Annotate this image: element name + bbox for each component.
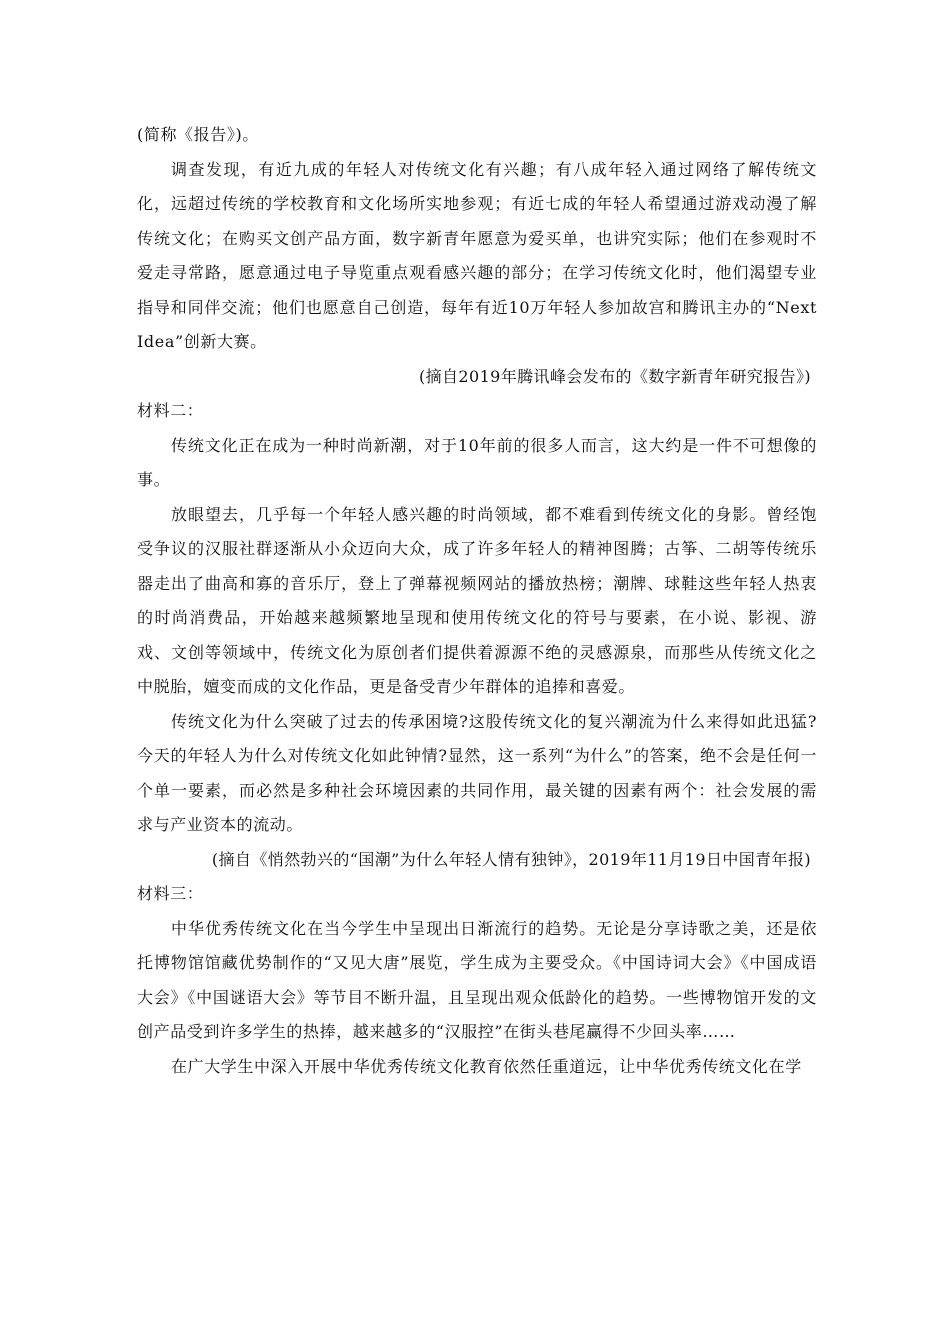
- intro-fragment: (简称《报告》)。: [137, 125, 259, 144]
- trend-paragraph: 传统文化正在成为一种时尚新潮，对于10年前的很多人而言，这大约是一件不可想像的事。: [137, 435, 817, 489]
- material-two-heading: 材料二：: [137, 401, 204, 420]
- material-three-heading: 材料三：: [137, 884, 204, 903]
- survey-paragraph: 调查发现，有近九成的年轻人对传统文化有兴趣；有八成年轻入通过网络了解传统文化，远超过传统的学校教育和文化场所实地参观；有近七成的年轻人希望通过游戏动漫了解传统文化；在购买文创产品方面，数字新青年愿意为爱买单，也讲究实际；他们在参观时不爱走寻常路，愿意通过电子导览重点观看感兴趣的部分；在学习传统文化时，他们渴望专业指导和同伴交流；他们也愿意自己创造，每年有近10万年轻人参加故宫和腾讯主办的“Next Idea”创新大赛。: [137, 159, 817, 351]
- document-body: [137, 118, 817, 1084]
- reasons-paragraph: 传统文化为什么突破了过去的传承困境?这股传统文化的复兴潮流为什么来得如此迅猛?今天的年轻人为什么对传统文化如此钟情?显然，这一系列“为什么”的答案，绝不会是任何一个单一要素，而必然是多种社会环境因素的共同作用，最关键的因素有两个：社会发展的需求与产业资本的流动。: [137, 711, 817, 834]
- fashion-paragraph: 放眼望去，几乎每一个年轻人感兴趣的时尚领域，都不难看到传统文化的身影。曾经饱受争议的汉服社群逐渐从小众迈向大众，成了许多年轻人的精神图腾；古筝、二胡等传统乐器走出了曲高和寡的音乐厅，登上了弹幕视频网站的播放热榜；潮牌、球鞋这些年轻人热衷的时尚消费品，开始越来越频繁地呈现和使用传统文化的符号与要素，在小说、影视、游戏、文创等领域中，传统文化为原创者们提供着源源不绝的灵感源泉，而那些从传统文化之中脱胎，嬗变而成的文化作品，更是备受青少年群体的追捧和喜爱。: [137, 504, 817, 696]
- source-citation-2: (摘自《悄然勃兴的“国潮”为什么年轻人情有独钟》，2019年11月19日中国青年报): [211, 849, 811, 869]
- education-paragraph: 在广大学生中深入开展中华优秀传统文化教育依然任重道远，让中华优秀传统文化在学: [171, 1056, 802, 1076]
- students-paragraph: 中华优秀传统文化在当今学生中呈现出日渐流行的趋势。无论是分享诗歌之美，还是依托博物馆馆藏优势制作的“又见大唐”展览，学生成为主要受众。《中国诗词大会》《中国成语大会》《中国谜语大会》等节目不断升温，且呈现出观众低龄化的趋势。一些博物馆开发的文创产品受到许多学生的热捧，越来越多的“汉服控”在街头巷尾赢得不少回头率……: [137, 918, 817, 1041]
- source-citation-1: (摘自2019年腾讯峰会发布的《数字新青年研究报告》): [418, 366, 811, 386]
